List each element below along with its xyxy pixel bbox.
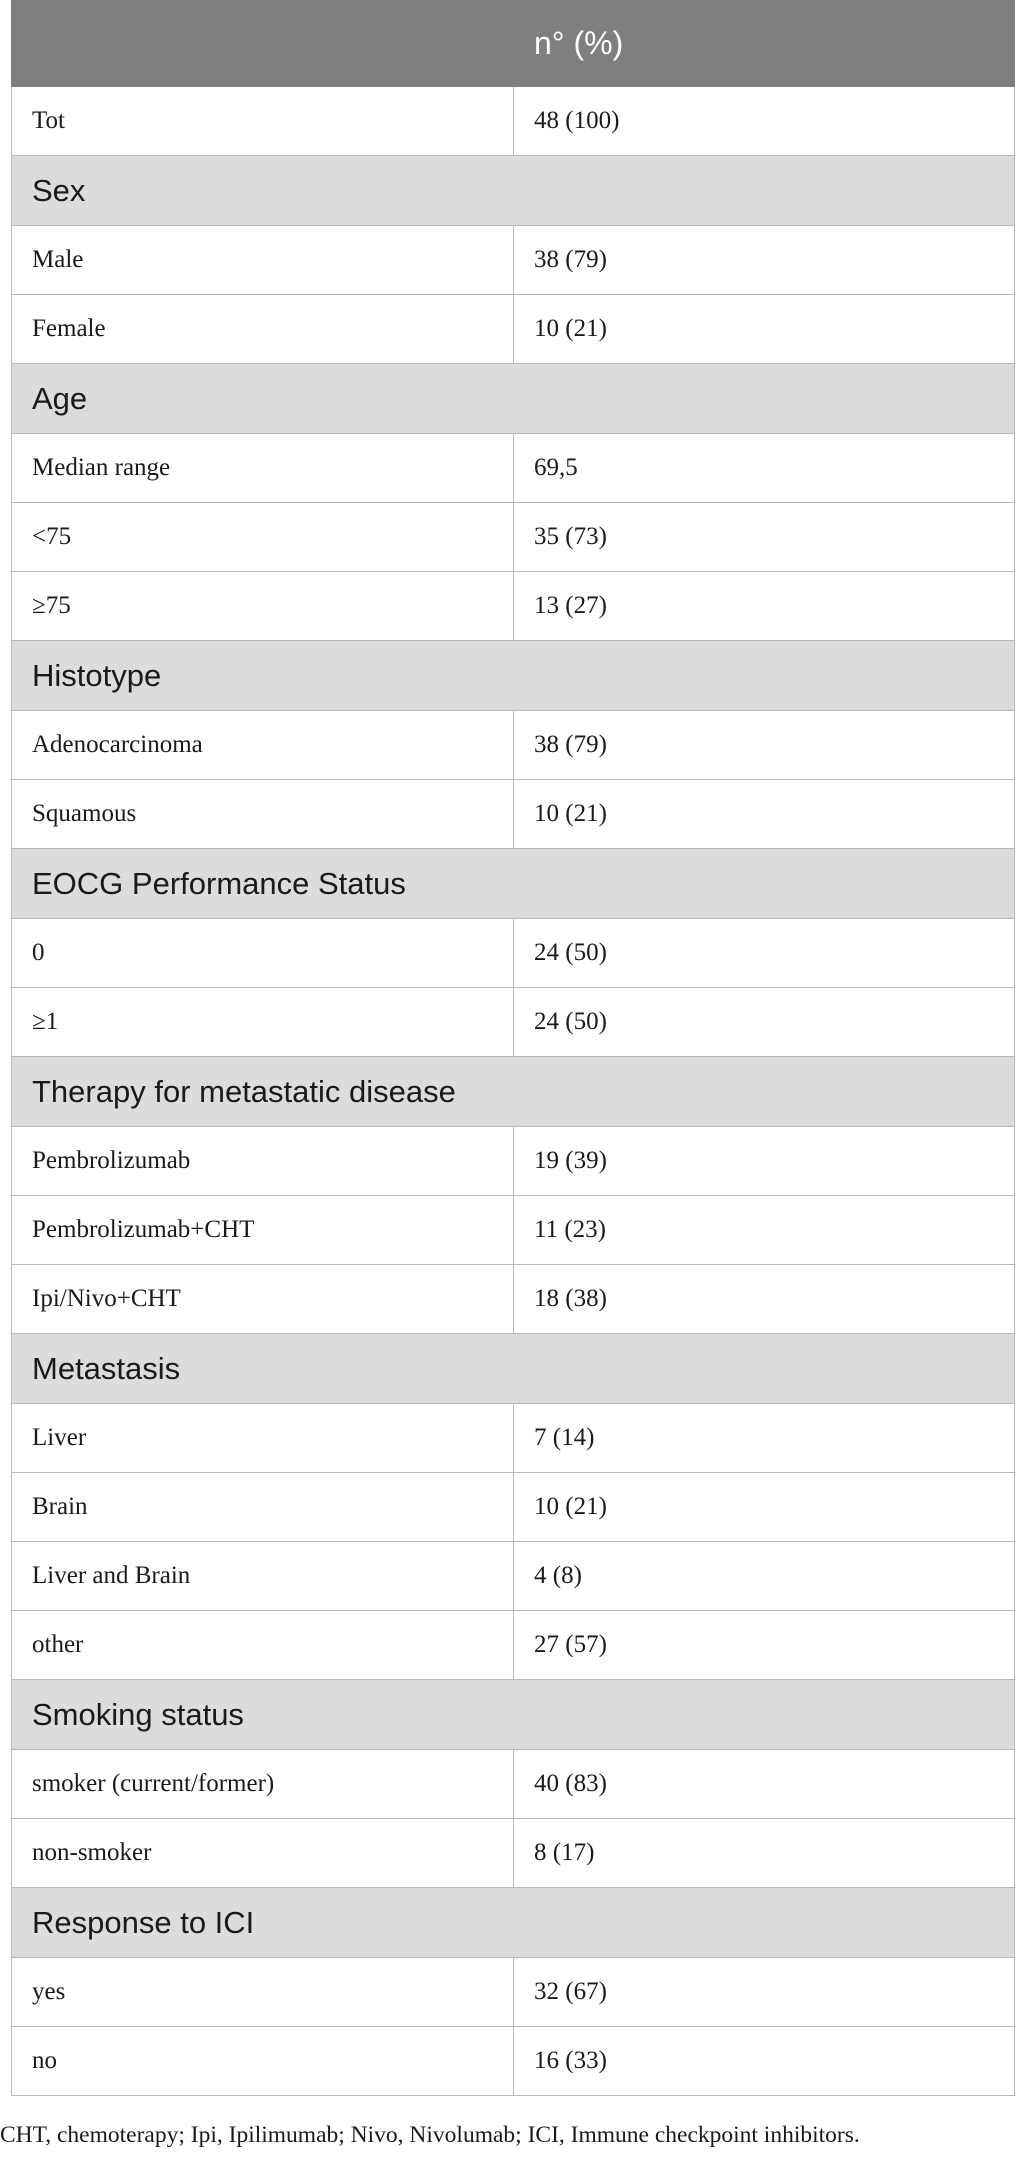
row-value-cell: 40 (83) <box>514 1750 1015 1819</box>
row-label-cell: <75 <box>12 503 514 572</box>
row-value-cell: 10 (21) <box>514 295 1015 364</box>
table-row <box>12 919 1015 988</box>
table-row <box>12 780 1015 849</box>
section-header-label: Smoking status <box>12 1680 1015 1750</box>
table-row <box>12 711 1015 780</box>
row-value-cell: 27 (57) <box>514 1611 1015 1680</box>
section-header-row <box>12 1888 1015 1958</box>
section-header-label: Metastasis <box>12 1334 1015 1404</box>
section-header-label: Therapy for metastatic disease <box>12 1057 1015 1127</box>
header-cell-value: n° (%) <box>514 1 1015 87</box>
table-footnote: CHT, chemoterapy; Ipi, Ipilimumab; Nivo, Nivolumab; ICI, Immune checkpoint inhibitors. <box>0 2122 860 2148</box>
row-label-cell: Liver and Brain <box>12 1542 514 1611</box>
table-row <box>12 1473 1015 1542</box>
row-label-cell: Ipi/Nivo+CHT <box>12 1265 514 1334</box>
row-value-cell: 38 (79) <box>514 711 1015 780</box>
row-label-cell: Squamous <box>12 780 514 849</box>
section-header-row <box>12 1334 1015 1404</box>
row-value-cell: 24 (50) <box>514 919 1015 988</box>
row-label-cell: Adenocarcinoma <box>12 711 514 780</box>
table-row <box>12 1265 1015 1334</box>
row-label-cell: yes <box>12 1958 514 2027</box>
row-value-cell: 16 (33) <box>514 2027 1015 2096</box>
section-header-row <box>12 641 1015 711</box>
row-value-cell: 8 (17) <box>514 1819 1015 1888</box>
row-value-cell: 38 (79) <box>514 226 1015 295</box>
row-label-cell: Pembrolizumab+CHT <box>12 1196 514 1265</box>
row-label-cell: non-smoker <box>12 1819 514 1888</box>
table-row <box>12 1611 1015 1680</box>
row-value-cell: 13 (27) <box>514 572 1015 641</box>
section-header-row <box>12 849 1015 919</box>
row-value-cell: 11 (23) <box>514 1196 1015 1265</box>
row-label-cell: Liver <box>12 1404 514 1473</box>
row-label-cell: Pembrolizumab <box>12 1127 514 1196</box>
row-label-cell: Tot <box>12 87 514 156</box>
row-value-cell: 10 (21) <box>514 1473 1015 1542</box>
section-header-label: EOCG Performance Status <box>12 849 1015 919</box>
row-value-cell: 24 (50) <box>514 988 1015 1057</box>
row-label-cell: Female <box>12 295 514 364</box>
row-value-cell: 19 (39) <box>514 1127 1015 1196</box>
table-row <box>12 503 1015 572</box>
row-label-cell: no <box>12 2027 514 2096</box>
row-label-cell: Male <box>12 226 514 295</box>
row-value-cell: 7 (14) <box>514 1404 1015 1473</box>
row-label-cell: ≥1 <box>12 988 514 1057</box>
section-header-row <box>12 1680 1015 1750</box>
section-header-label: Sex <box>12 156 1015 226</box>
table-header-row <box>12 1 1015 87</box>
table-row <box>12 1127 1015 1196</box>
section-header-row <box>12 1057 1015 1127</box>
table-row <box>12 1958 1015 2027</box>
row-label-cell: ≥75 <box>12 572 514 641</box>
table-row <box>12 1196 1015 1265</box>
table-row <box>12 1542 1015 1611</box>
row-label-cell: Median range <box>12 434 514 503</box>
row-value-cell: 10 (21) <box>514 780 1015 849</box>
row-label-cell: other <box>12 1611 514 1680</box>
header-cell-label <box>12 1 514 87</box>
patient-characteristics-table <box>11 0 1015 2096</box>
row-value-cell: 35 (73) <box>514 503 1015 572</box>
table-row <box>12 226 1015 295</box>
table-row <box>12 988 1015 1057</box>
row-value-cell: 18 (38) <box>514 1265 1015 1334</box>
table-row <box>12 295 1015 364</box>
table-row <box>12 87 1015 156</box>
section-header-row <box>12 364 1015 434</box>
table-row <box>12 572 1015 641</box>
row-value-cell: 4 (8) <box>514 1542 1015 1611</box>
row-label-cell: Brain <box>12 1473 514 1542</box>
row-label-cell: smoker (current/former) <box>12 1750 514 1819</box>
table-row <box>12 2027 1015 2096</box>
row-label-cell: 0 <box>12 919 514 988</box>
table-body <box>12 87 1015 2096</box>
table-row <box>12 1750 1015 1819</box>
row-value-cell: 48 (100) <box>514 87 1015 156</box>
row-value-cell: 69,5 <box>514 434 1015 503</box>
table-row <box>12 1404 1015 1473</box>
section-header-row <box>12 156 1015 226</box>
table-row <box>12 1819 1015 1888</box>
table-row <box>12 434 1015 503</box>
patient-characteristics-table-container <box>11 0 1014 2096</box>
section-header-label: Response to ICI <box>12 1888 1015 1958</box>
row-value-cell: 32 (67) <box>514 1958 1015 2027</box>
section-header-label: Age <box>12 364 1015 434</box>
section-header-label: Histotype <box>12 641 1015 711</box>
